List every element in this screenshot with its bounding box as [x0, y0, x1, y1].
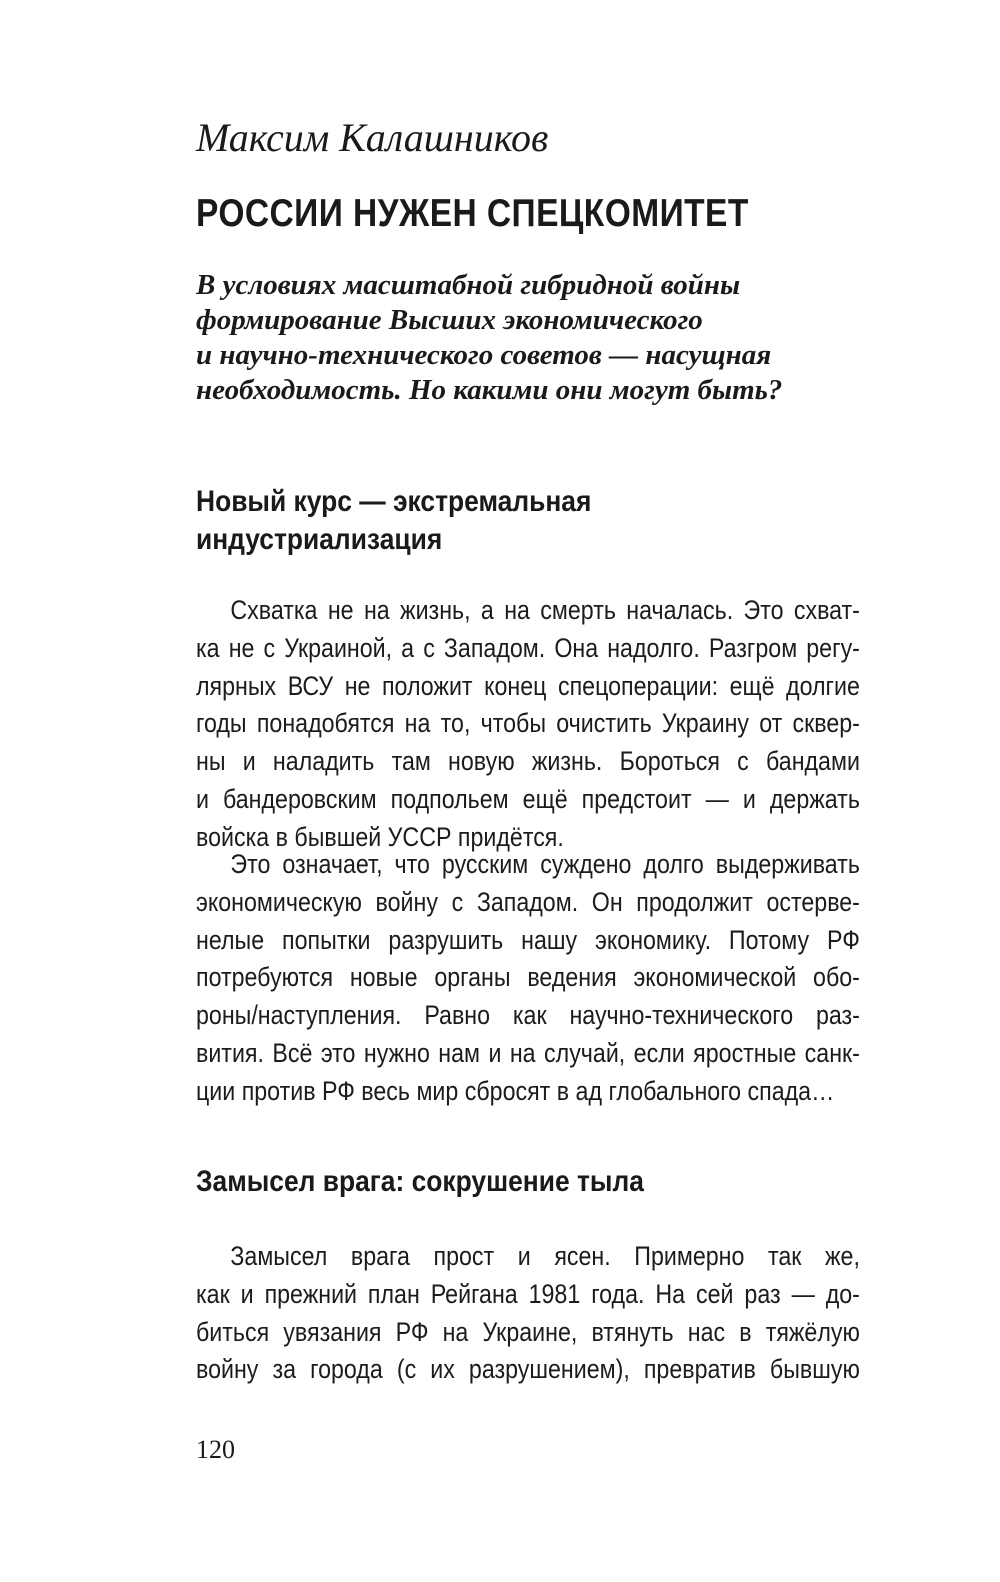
text-line: экономическую войну с Западом. Он продолжит остерве-: [196, 886, 860, 917]
text-line: годы понадобятся на то, чтобы очистить Украину от сквер-: [196, 708, 860, 739]
page-number: 120: [196, 1435, 235, 1464]
text-line: нелые попытки разрушить нашу экономику. Потому РФ: [196, 924, 860, 955]
article-lead: [196, 268, 846, 408]
lead-line: необходимость. Но какими они могут быть?: [196, 374, 783, 406]
text-line: Схватка не на жизнь, а на смерть началась. Это схват-: [230, 595, 860, 625]
text-line: вития. Всё это нужно нам и на случай, если яростные санк-: [196, 1037, 860, 1068]
lead-line: и научно-технического советов — насущная: [196, 339, 772, 371]
text-line: войну за города (с их разрушением), превратив бывшую: [196, 1354, 860, 1385]
text-line: биться увязания РФ на Украине, втянуть нас в тяжёлую: [196, 1316, 860, 1347]
section-heading-new-course: [196, 483, 812, 559]
text-line: ка не с Украиной, а с Западом. Она надолго. Разгром регу-: [196, 632, 860, 663]
lead-line: В условиях масштабной гибридной войны: [196, 269, 741, 301]
text-line: и бандеровским подпольем ещё предстоит — и держать: [196, 783, 860, 814]
text-line: потребуются новые органы ведения экономической обо-: [196, 962, 860, 993]
paragraph-fight-began: [196, 592, 860, 857]
section-heading-line: индустриализация: [196, 523, 443, 556]
text-line: Это означает, что русским суждено долго выдерживать: [230, 849, 860, 879]
paragraph-enemy-plan: [196, 1238, 860, 1389]
article-title: РОССИИ НУЖЕН СПЕЦКОМИТЕТ: [196, 192, 749, 235]
text-line: как и прежний план Рейгана 1981 года. На сей раз — до-: [196, 1278, 860, 1309]
text-line: Замысел врага прост и ясен. Примерно так же,: [230, 1241, 860, 1271]
text-line: ции против РФ весь мир сбросят в ад глобального спада…: [196, 1075, 835, 1106]
lead-line: формирование Высших экономического: [196, 304, 703, 336]
text-line: войска в бывшей УССР придётся.: [196, 821, 564, 852]
text-line: роны/наступления. Равно как научно-технического раз-: [196, 1000, 860, 1031]
section-heading-line: Замысел врага: сокрушение тыла: [196, 1165, 644, 1198]
paragraph-economic-war: [196, 846, 860, 1111]
author-name: Максим Калашников: [196, 115, 549, 160]
section-heading-enemy-plan: [196, 1163, 812, 1201]
text-line: ны и наладить там новую жизнь. Бороться с бандами: [196, 746, 860, 777]
section-heading-line: Новый курс — экстремальная: [196, 485, 592, 518]
text-line: лярных ВСУ не положит конец спецоперации: ещё долгие: [196, 670, 860, 701]
